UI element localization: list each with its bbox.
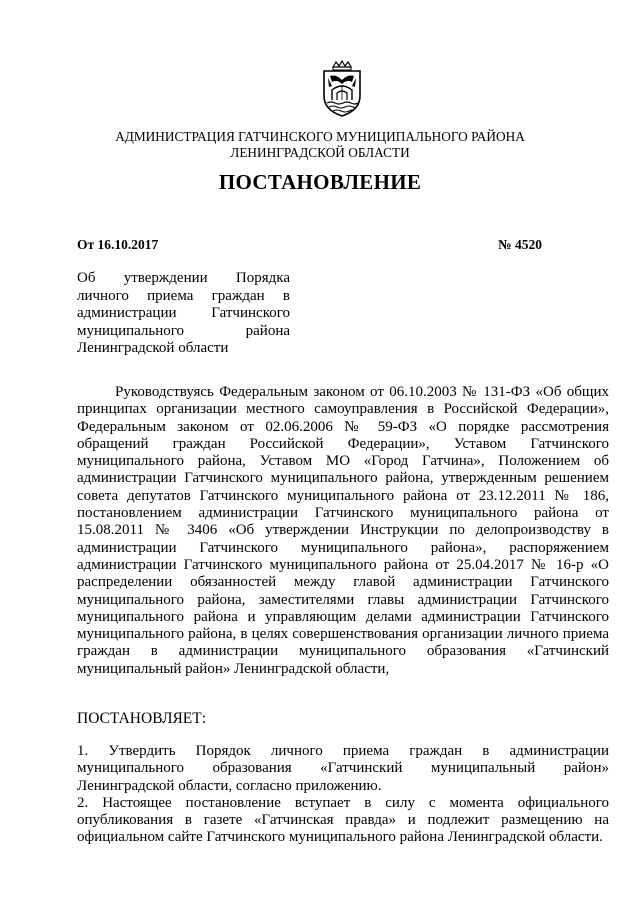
preamble-line: постановлением администрации Гатчинского муниципального района от bbox=[77, 505, 609, 522]
preamble-line: обращений граждан Российской Федерации», Уставом Гатчинского bbox=[77, 435, 609, 452]
preamble-line: муниципального района и управляющим делами администрации Гатчинского bbox=[77, 608, 609, 625]
preamble-line: Руководствуясь Федеральным законом от 06.10.2003 № 131-ФЗ «Об общих bbox=[115, 384, 609, 400]
preamble-line: 15.08.2011 № 3406 «Об утверждении Инструкции по делопроизводству в bbox=[77, 522, 609, 539]
preamble-line: муниципального района, в целях совершенствования организации личного приема bbox=[77, 626, 609, 643]
preamble-line: муниципального района, заместителями главы администрации Гатчинского bbox=[77, 591, 609, 608]
preamble-line: администрации Гатчинского муниципального района от 25.04.2017 № 16-р «О bbox=[77, 556, 609, 573]
preamble-paragraph bbox=[77, 384, 609, 678]
item-line: опубликования в газете «Гатчинская правда» и подлежит размещению на bbox=[77, 812, 609, 829]
preamble-line: Федеральным законом от 02.06.2006 № 59-ФЗ «О порядке рассмотрения bbox=[77, 418, 609, 435]
document-title: ПОСТАНОВЛЕНИЕ bbox=[218, 170, 422, 194]
preamble-line: администрации Гатчинского муниципального района», распоряжением bbox=[77, 539, 609, 556]
document-number: № 4520 bbox=[498, 237, 542, 252]
preamble-line: принципах организации местного самоуправления в Российской Федерации», bbox=[77, 401, 609, 418]
document-date: От 16.10.2017 bbox=[77, 237, 159, 252]
subject-line: администрации Гатчинского bbox=[77, 305, 290, 321]
preamble-line: муниципального района, Уставом МО «Город Гатчина», Положением об bbox=[77, 453, 609, 470]
subject-line: муниципального района bbox=[77, 322, 290, 339]
coat-of-arms-icon bbox=[318, 60, 366, 118]
preamble-line: распределении обязанностей между главой администрации Гатчинского bbox=[77, 574, 609, 591]
item-line: официальном сайте Гатчинского муниципального района Ленинградской области. bbox=[77, 829, 603, 846]
item-line: 1. Утвердить Порядок личного приема граждан в администрации bbox=[77, 743, 609, 759]
subject-line: личного приема граждан в bbox=[77, 287, 290, 304]
subject-line: Об утверждении Порядка bbox=[77, 270, 290, 286]
item-line: муниципального образования «Гатчинский муниципальный район» bbox=[77, 760, 609, 777]
document-subject bbox=[77, 270, 290, 358]
item-line: 2. Настоящее постановление вступает в силу с момента официального bbox=[77, 794, 609, 811]
subject-line: Ленинградской области bbox=[77, 340, 229, 356]
organization-name: АДМИНИСТРАЦИЯ ГАТЧИНСКОГО МУНИЦИПАЛЬНОГО РАЙОНА bbox=[115, 129, 525, 144]
preamble-line: муниципальный район» Ленинградской области, bbox=[77, 660, 390, 677]
decree-items bbox=[77, 743, 609, 847]
preamble-line: совета депутатов Гатчинского муниципального района от 23.12.2011 № 186, bbox=[77, 487, 609, 504]
item-line: Ленинградской области, согласно приложению. bbox=[77, 777, 382, 794]
preamble-line: граждан в администрации муниципального образования «Гатчинский bbox=[77, 643, 609, 660]
decree-word: ПОСТАНОВЛЯЕТ: bbox=[77, 710, 207, 727]
preamble-line: администрации Гатчинского муниципального района, утвержденным решением bbox=[77, 470, 609, 487]
organization-region: ЛЕНИНГРАДСКОЙ ОБЛАСТИ bbox=[230, 145, 410, 160]
